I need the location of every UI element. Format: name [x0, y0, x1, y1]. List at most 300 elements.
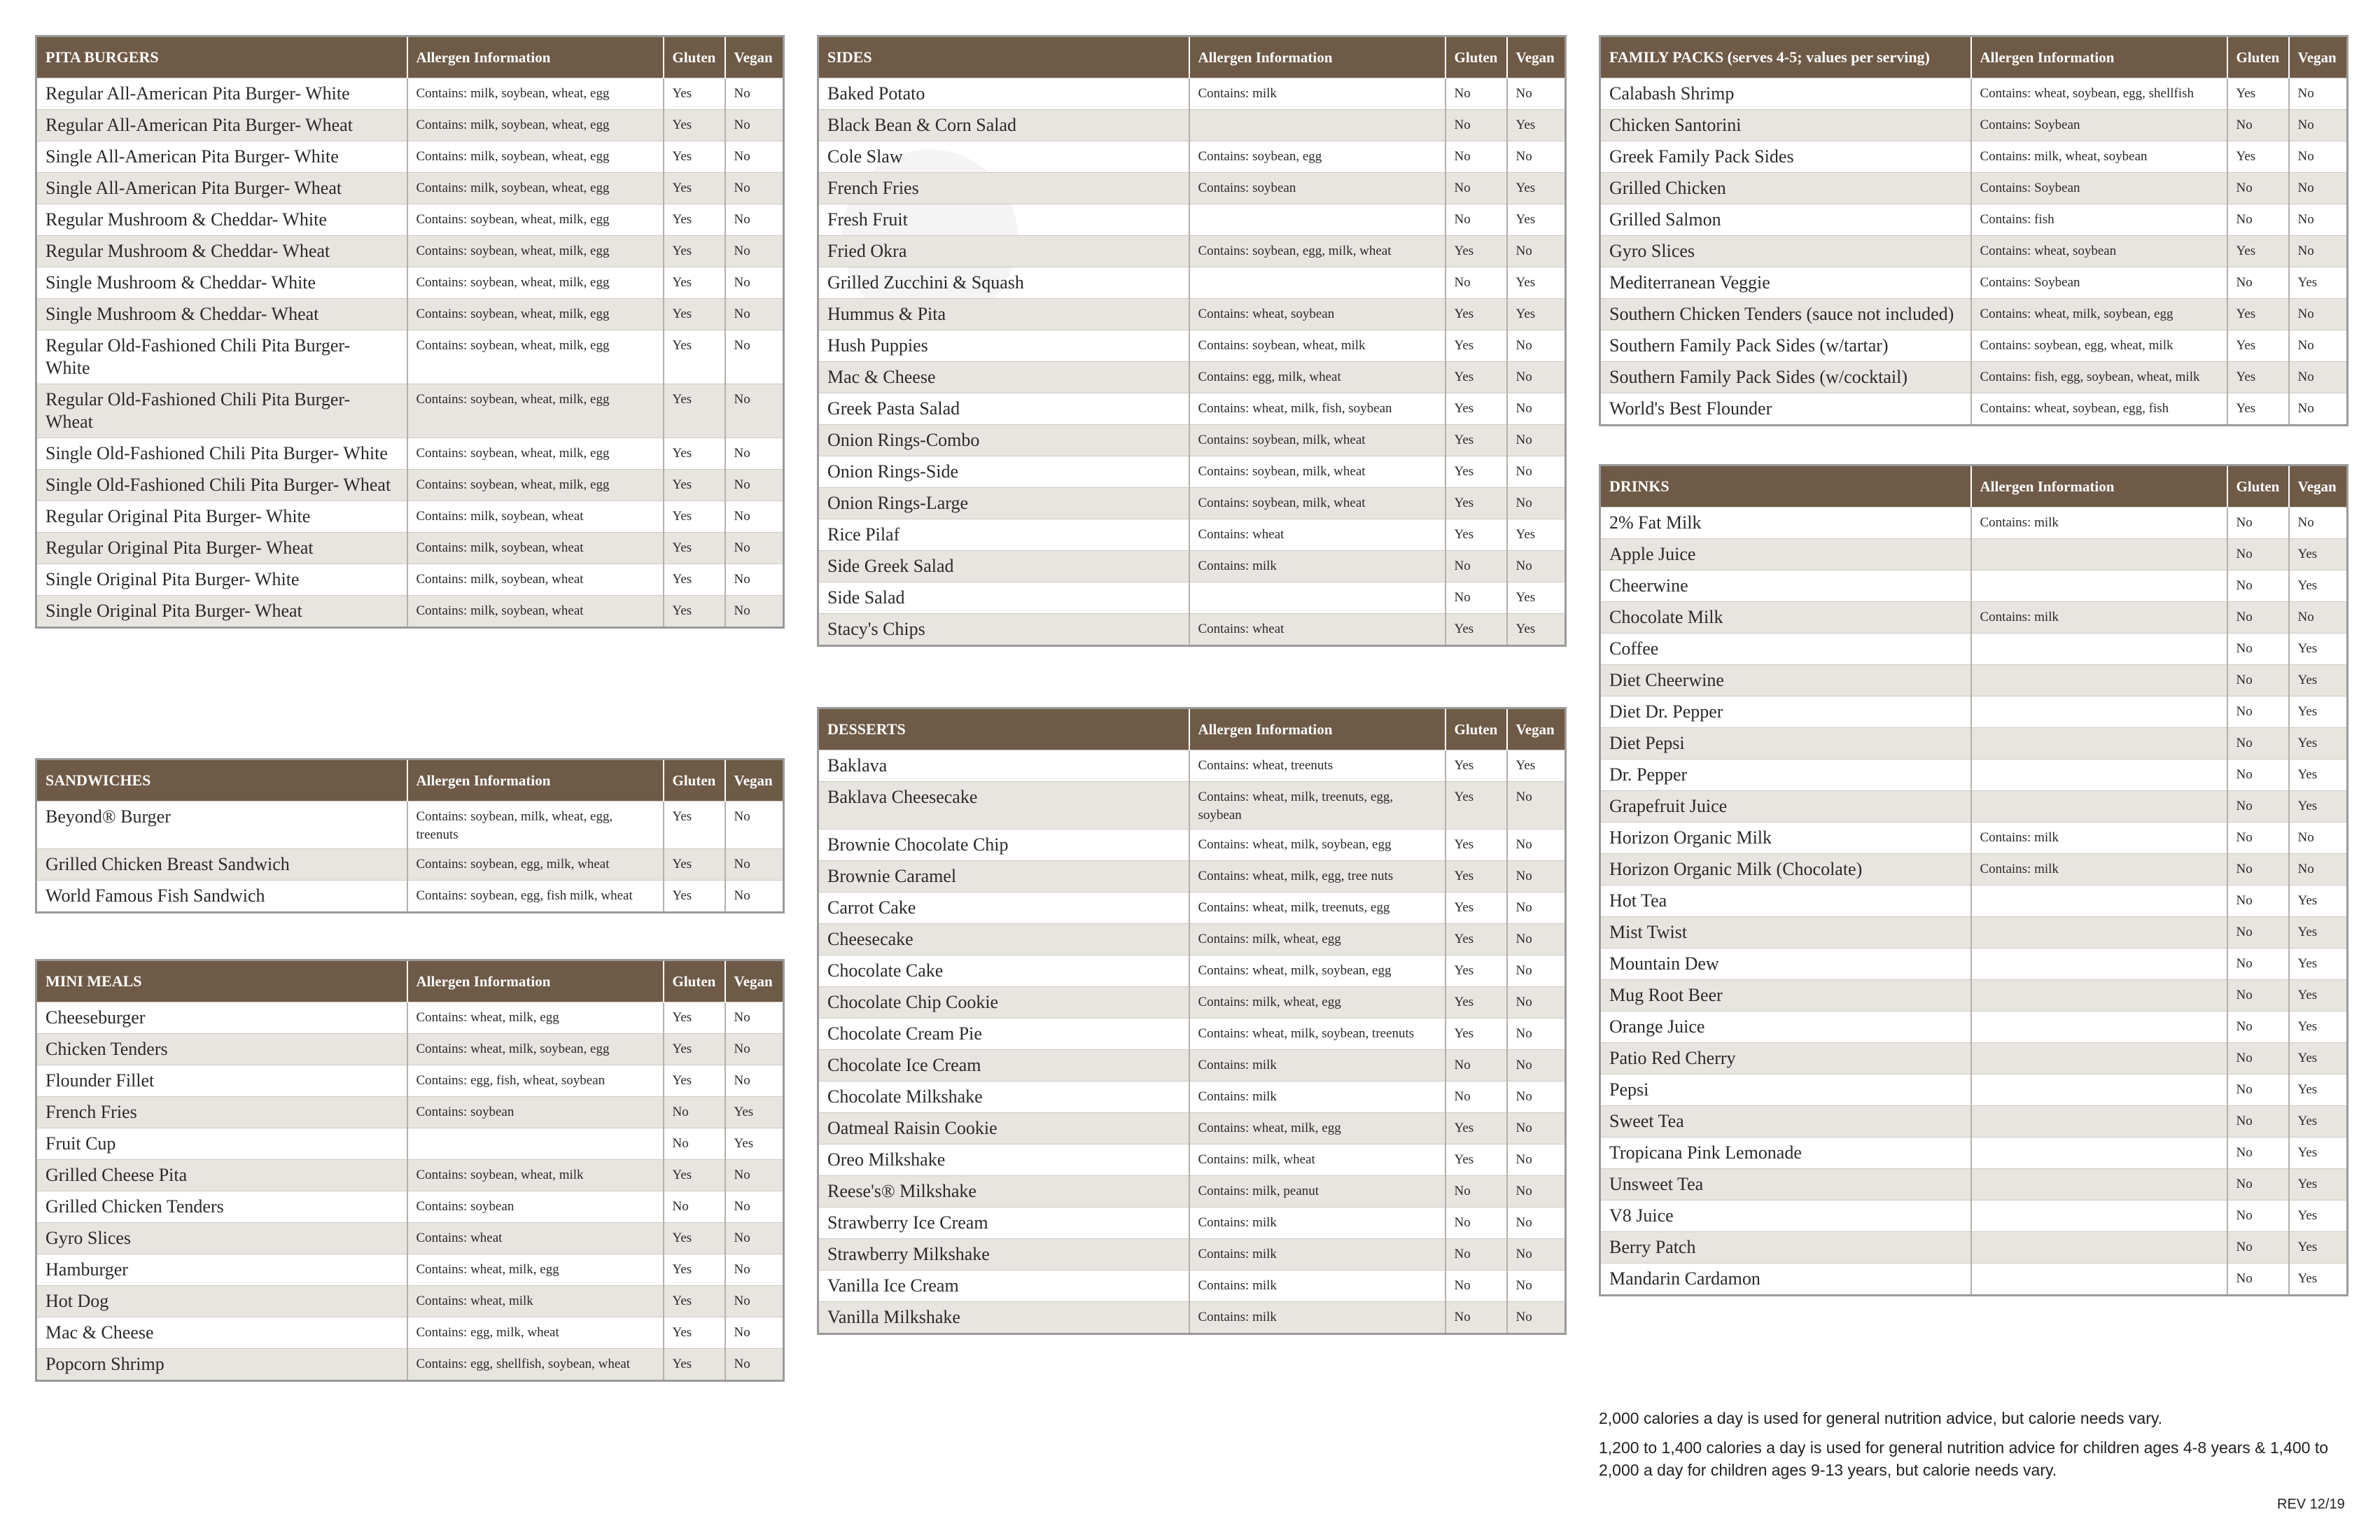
allergen-info — [407, 1128, 664, 1160]
vegan-value: No — [1507, 924, 1566, 955]
gluten-value: Yes — [664, 236, 725, 267]
gluten-value: Yes — [664, 881, 725, 913]
table-row — [36, 596, 784, 628]
gluten-value: Yes — [2227, 330, 2289, 362]
pita-burgers-table — [35, 35, 785, 629]
allergen-info: Contains: milk — [1189, 1270, 1446, 1302]
gluten-value: No — [1446, 204, 1507, 236]
allergen-info: Contains: soybean, wheat, milk — [1189, 330, 1446, 362]
item-name: Dr. Pepper — [1600, 760, 1971, 791]
item-name: Regular Mushroom & Cheddar- White — [36, 204, 407, 236]
allergen-info: Contains: soybean, milk, wheat — [1189, 488, 1446, 519]
allergen-info: Contains: wheat, milk, egg — [1189, 1113, 1446, 1144]
table-row — [36, 1065, 784, 1097]
table-row — [36, 1002, 784, 1034]
table-row — [1600, 602, 2348, 634]
table-row — [818, 750, 1566, 782]
item-name: Cheeseburger — [36, 1002, 407, 1034]
vegan-value: No — [725, 501, 784, 533]
allergen-info: Contains: soybean, milk, wheat, egg, treenuts — [407, 802, 664, 849]
item-name: Flounder Fillet — [36, 1065, 407, 1097]
item-name: Unsweet Tea — [1600, 1169, 1971, 1200]
vegan-value: No — [2289, 602, 2348, 634]
vegan-value: No — [725, 849, 784, 881]
gluten-value: Yes — [1446, 614, 1507, 646]
allergen-info: Contains: wheat, milk, soybean, treenuts — [1189, 1018, 1446, 1050]
item-name: World Famous Fish Sandwich — [36, 881, 407, 913]
gluten-value: No — [1446, 1270, 1507, 1302]
table-row — [36, 384, 784, 438]
item-name: Brownie Caramel — [818, 861, 1189, 892]
allergen-info — [1971, 728, 2227, 760]
gluten-value: Yes — [1446, 924, 1507, 955]
table-row — [818, 236, 1566, 267]
header-row — [36, 960, 784, 1002]
table-row — [36, 564, 784, 596]
vegan-value: Yes — [2289, 696, 2348, 728]
item-name: Single Old-Fashioned Chili Pita Burger- White — [36, 438, 407, 470]
vegan-value: No — [725, 470, 784, 501]
gluten-value: No — [664, 1191, 725, 1223]
allergen-info — [1189, 267, 1446, 299]
table-row — [1600, 236, 2348, 267]
table-row — [36, 330, 784, 384]
item-name: Calabash Shrimp — [1600, 78, 1971, 110]
vegan-value: No — [725, 1191, 784, 1223]
item-name: Regular All-American Pita Burger- Wheat — [36, 110, 407, 141]
vegan-value: No — [2289, 173, 2348, 204]
item-name: Gyro Slices — [1600, 236, 1971, 267]
allergen-info: Contains: wheat, milk, fish, soybean — [1189, 393, 1446, 425]
gluten-value: Yes — [664, 1286, 725, 1317]
header-row — [36, 760, 784, 802]
allergen-info: Contains: milk, soybean, wheat — [407, 596, 664, 628]
item-name: Single Old-Fashioned Chili Pita Burger- Wheat — [36, 470, 407, 501]
gluten-value: Yes — [1446, 987, 1507, 1018]
vegan-value: No — [725, 1286, 784, 1317]
allergen-header: Allergen Information — [1189, 36, 1446, 78]
item-name: Rice Pilaf — [818, 519, 1189, 551]
allergen-info: Contains: soybean, wheat, milk, egg — [407, 438, 664, 470]
table-row — [818, 299, 1566, 330]
item-name: Tropicana Pink Lemonade — [1600, 1138, 1971, 1169]
item-name: Chocolate Milk — [1600, 602, 1971, 634]
vegan-value: No — [1507, 987, 1566, 1018]
vegan-value: No — [725, 78, 784, 110]
vegan-value: No — [1507, 1176, 1566, 1208]
gluten-value: No — [1446, 1302, 1507, 1334]
section-title: FAMILY PACKS (serves 4-5; values per serving) — [1600, 36, 1971, 78]
table-row — [36, 299, 784, 330]
gluten-value: Yes — [2227, 362, 2289, 393]
allergen-info: Contains: wheat, treenuts — [1189, 750, 1446, 782]
table-row — [36, 470, 784, 501]
item-name: Chocolate Chip Cookie — [818, 987, 1189, 1018]
table-row — [36, 1128, 784, 1160]
item-name: Regular Original Pita Burger- White — [36, 501, 407, 533]
item-name: Cole Slaw — [818, 141, 1189, 173]
item-name: Oatmeal Raisin Cookie — [818, 1113, 1189, 1144]
allergen-info — [1971, 886, 2227, 917]
drinks-table — [1599, 464, 2348, 1296]
allergen-info: Contains: wheat — [1189, 519, 1446, 551]
allergen-info — [1971, 570, 2227, 602]
header-row — [818, 708, 1566, 750]
vegan-value: Yes — [2289, 1138, 2348, 1169]
section-title: DRINKS — [1600, 465, 1971, 507]
gluten-value: No — [1446, 267, 1507, 299]
vegan-value: No — [1507, 236, 1566, 267]
item-name: Grilled Salmon — [1600, 204, 1971, 236]
table-row — [818, 987, 1566, 1018]
vegan-value: No — [725, 330, 784, 384]
gluten-header: Gluten — [664, 760, 725, 802]
table-row — [1600, 173, 2348, 204]
allergen-info: Contains: wheat — [407, 1223, 664, 1254]
allergen-info: Contains: milk, wheat, egg — [1189, 987, 1446, 1018]
item-name: Chocolate Cake — [818, 955, 1189, 987]
allergen-info — [1971, 1074, 2227, 1106]
allergen-info: Contains: milk, peanut — [1189, 1176, 1446, 1208]
vegan-value: No — [725, 564, 784, 596]
item-name: Greek Pasta Salad — [818, 393, 1189, 425]
family-packs-table — [1599, 35, 2348, 426]
vegan-value: No — [725, 1002, 784, 1034]
allergen-info: Contains: milk — [1189, 78, 1446, 110]
allergen-info — [1189, 204, 1446, 236]
item-name: Grilled Cheese Pita — [36, 1160, 407, 1191]
allergen-info: Contains: milk, soybean, wheat — [407, 564, 664, 596]
allergen-info — [1971, 980, 2227, 1011]
vegan-value: No — [1507, 141, 1566, 173]
gluten-value: Yes — [664, 1160, 725, 1191]
gluten-value: Yes — [664, 849, 725, 881]
gluten-value: No — [1446, 1239, 1507, 1270]
item-name: Mac & Cheese — [818, 362, 1189, 393]
table-row — [818, 362, 1566, 393]
item-name: 2% Fat Milk — [1600, 507, 1971, 539]
gluten-value: No — [1446, 78, 1507, 110]
vegan-value: No — [2289, 299, 2348, 330]
gluten-value: No — [1446, 141, 1507, 173]
table-row — [818, 519, 1566, 551]
allergen-info: Contains: wheat, milk, treenuts, egg — [1189, 892, 1446, 924]
vegan-value: No — [1507, 1144, 1566, 1176]
section-title: SIDES — [818, 36, 1189, 78]
item-name: Side Greek Salad — [818, 551, 1189, 582]
allergen-info: Contains: soybean — [407, 1097, 664, 1128]
gluten-value: Yes — [664, 267, 725, 299]
allergen-info: Contains: soybean, wheat, milk, egg — [407, 236, 664, 267]
allergen-info: Contains: milk, wheat, soybean — [1971, 141, 2227, 173]
section-title: SANDWICHES — [36, 760, 407, 802]
item-name: Fruit Cup — [36, 1128, 407, 1160]
vegan-value: Yes — [2289, 1200, 2348, 1232]
table-row — [36, 1191, 784, 1223]
allergen-info: Contains: wheat, milk, egg — [407, 1002, 664, 1034]
gluten-value: No — [2227, 886, 2289, 917]
vegan-value: No — [1507, 1270, 1566, 1302]
item-name: Orange Juice — [1600, 1011, 1971, 1043]
allergen-info: Contains: soybean — [1189, 173, 1446, 204]
gluten-value: Yes — [664, 501, 725, 533]
allergen-info — [1971, 1232, 2227, 1264]
allergen-header: Allergen Information — [407, 960, 664, 1002]
table-row — [818, 924, 1566, 955]
allergen-info: Contains: soybean, wheat, milk, egg — [407, 384, 664, 438]
gluten-value: Yes — [1446, 236, 1507, 267]
vegan-header: Vegan — [725, 36, 784, 78]
gluten-value: No — [2227, 1232, 2289, 1264]
vegan-value: No — [1507, 782, 1566, 830]
gluten-value: Yes — [1446, 955, 1507, 987]
item-name: Mandarin Cardamon — [1600, 1264, 1971, 1296]
item-name: Southern Family Pack Sides (w/cocktail) — [1600, 362, 1971, 393]
allergen-info: Contains: soybean, wheat, milk, egg — [407, 267, 664, 299]
gluten-value: Yes — [1446, 425, 1507, 456]
allergen-info: Contains: soybean, wheat, milk, egg — [407, 330, 664, 384]
allergen-info: Contains: wheat, soybean, egg, fish — [1971, 393, 2227, 426]
vegan-value: No — [2289, 854, 2348, 886]
table-row — [818, 782, 1566, 830]
table-row — [1600, 539, 2348, 570]
item-name: Apple Juice — [1600, 539, 1971, 570]
table-row — [818, 582, 1566, 614]
gluten-value: Yes — [1446, 861, 1507, 892]
table-row — [36, 1349, 784, 1381]
item-name: Southern Chicken Tenders (sauce not included) — [1600, 299, 1971, 330]
table-row — [36, 1097, 784, 1128]
gluten-value: No — [1446, 582, 1507, 614]
gluten-value: No — [1446, 1176, 1507, 1208]
table-row — [818, 1082, 1566, 1113]
gluten-value: Yes — [2227, 78, 2289, 110]
gluten-value: Yes — [1446, 393, 1507, 425]
vegan-value: No — [725, 1160, 784, 1191]
gluten-value: No — [1446, 173, 1507, 204]
allergen-info: Contains: wheat, milk, soybean, egg — [407, 1034, 664, 1065]
vegan-value: Yes — [1507, 582, 1566, 614]
item-name: Strawberry Ice Cream — [818, 1208, 1189, 1239]
table-row — [36, 802, 784, 849]
allergen-info: Contains: Soybean — [1971, 173, 2227, 204]
gluten-value: No — [2227, 634, 2289, 665]
gluten-value: No — [1446, 1208, 1507, 1239]
table-row — [818, 393, 1566, 425]
vegan-header: Vegan — [2289, 465, 2348, 507]
vegan-value: Yes — [2289, 948, 2348, 980]
allergen-info: Contains: milk, soybean, wheat, egg — [407, 78, 664, 110]
allergen-info — [1971, 1200, 2227, 1232]
allergen-info: Contains: Soybean — [1971, 267, 2227, 299]
gluten-value: Yes — [664, 1002, 725, 1034]
section-title: DESSERTS — [818, 708, 1189, 750]
table-row — [1600, 1200, 2348, 1232]
gluten-value: Yes — [664, 1065, 725, 1097]
table-row — [818, 861, 1566, 892]
gluten-value: No — [1446, 1050, 1507, 1082]
allergen-info: Contains: wheat, milk, soybean, egg — [1971, 299, 2227, 330]
item-name: Patio Red Cherry — [1600, 1043, 1971, 1074]
gluten-value: No — [2227, 507, 2289, 539]
vegan-value: No — [725, 173, 784, 204]
gluten-value: Yes — [664, 470, 725, 501]
allergen-info: Contains: soybean, wheat, milk, egg — [407, 204, 664, 236]
vegan-value: Yes — [1507, 614, 1566, 646]
item-name: World's Best Flounder — [1600, 393, 1971, 426]
gluten-value: Yes — [1446, 299, 1507, 330]
vegan-value: No — [1507, 1018, 1566, 1050]
allergen-info: Contains: soybean, egg, milk, wheat — [407, 849, 664, 881]
vegan-value: No — [1507, 362, 1566, 393]
gluten-value: No — [2227, 791, 2289, 822]
table-row — [1600, 1106, 2348, 1138]
gluten-header: Gluten — [664, 960, 725, 1002]
gluten-value: Yes — [1446, 488, 1507, 519]
gluten-value: Yes — [664, 1317, 725, 1349]
allergen-info: Contains: wheat, soybean — [1189, 299, 1446, 330]
gluten-value: Yes — [1446, 782, 1507, 830]
allergen-info: Contains: milk, soybean, wheat, egg — [407, 141, 664, 173]
gluten-value: No — [2227, 948, 2289, 980]
item-name: Coffee — [1600, 634, 1971, 665]
table-row — [36, 1034, 784, 1065]
item-name: Diet Dr. Pepper — [1600, 696, 1971, 728]
gluten-value: Yes — [2227, 236, 2289, 267]
table-row — [818, 425, 1566, 456]
table-row — [818, 892, 1566, 924]
gluten-value: No — [2227, 267, 2289, 299]
gluten-header: Gluten — [664, 36, 725, 78]
item-name: Onion Rings-Combo — [818, 425, 1189, 456]
item-name: Stacy's Chips — [818, 614, 1189, 646]
table-row — [818, 614, 1566, 646]
vegan-value: No — [2289, 362, 2348, 393]
vegan-value: No — [1507, 861, 1566, 892]
allergen-info: Contains: wheat, soybean — [1971, 236, 2227, 267]
allergen-info — [1971, 665, 2227, 696]
gluten-header: Gluten — [2227, 36, 2289, 78]
allergen-info: Contains: wheat, milk, egg, tree nuts — [1189, 861, 1446, 892]
gluten-value: No — [664, 1097, 725, 1128]
table-row — [818, 551, 1566, 582]
gluten-value: Yes — [1446, 830, 1507, 861]
table-row — [1600, 507, 2348, 539]
gluten-value: Yes — [2227, 393, 2289, 426]
revision-label: REV 12/19 — [2277, 1497, 2345, 1512]
allergen-info: Contains: milk, soybean, wheat, egg — [407, 173, 664, 204]
allergen-info: Contains: milk — [1189, 1239, 1446, 1270]
mini-meals-table — [35, 959, 785, 1382]
gluten-value: No — [2227, 173, 2289, 204]
item-name: Single Mushroom & Cheddar- Wheat — [36, 299, 407, 330]
item-name: Popcorn Shrimp — [36, 1349, 407, 1381]
allergen-info: Contains: milk — [1189, 551, 1446, 582]
allergen-info: Contains: egg, shellfish, soybean, wheat — [407, 1349, 664, 1381]
gluten-value: Yes — [664, 1349, 725, 1381]
gluten-value: No — [2227, 1169, 2289, 1200]
gluten-value: No — [2227, 570, 2289, 602]
item-name: Fried Okra — [818, 236, 1189, 267]
vegan-value: No — [1507, 892, 1566, 924]
gluten-value: Yes — [664, 438, 725, 470]
allergen-info: Contains: soybean, milk, wheat — [1189, 456, 1446, 488]
item-name: Regular Original Pita Burger- Wheat — [36, 533, 407, 564]
table-row — [1600, 1074, 2348, 1106]
item-name: Vanilla Ice Cream — [818, 1270, 1189, 1302]
allergen-header: Allergen Information — [1971, 465, 2227, 507]
vegan-value: No — [1507, 456, 1566, 488]
gluten-value: Yes — [1446, 456, 1507, 488]
table-row — [1600, 393, 2348, 426]
gluten-value: Yes — [664, 299, 725, 330]
table-row — [1600, 110, 2348, 141]
gluten-value: Yes — [664, 596, 725, 628]
gluten-value: No — [2227, 665, 2289, 696]
table-row — [1600, 886, 2348, 917]
allergen-info: Contains: milk — [1971, 507, 2227, 539]
allergen-info: Contains: milk, soybean, wheat — [407, 533, 664, 564]
gluten-value: Yes — [664, 1034, 725, 1065]
table-row — [818, 830, 1566, 861]
vegan-value: No — [1507, 1050, 1566, 1082]
item-name: Mountain Dew — [1600, 948, 1971, 980]
gluten-value: No — [2227, 822, 2289, 854]
gluten-value: Yes — [2227, 141, 2289, 173]
allergen-info: Contains: milk — [1971, 602, 2227, 634]
table-row — [36, 881, 784, 913]
vegan-header: Vegan — [725, 960, 784, 1002]
allergen-header: Allergen Information — [1189, 708, 1446, 750]
gluten-value: Yes — [664, 141, 725, 173]
vegan-value: No — [725, 1349, 784, 1381]
gluten-value: No — [2227, 917, 2289, 948]
item-name: Horizon Organic Milk — [1600, 822, 1971, 854]
header-row — [1600, 36, 2348, 78]
gluten-value: No — [2227, 1011, 2289, 1043]
vegan-value: No — [725, 204, 784, 236]
vegan-value: Yes — [2289, 1074, 2348, 1106]
gluten-value: No — [2227, 980, 2289, 1011]
vegan-value: Yes — [2289, 1264, 2348, 1296]
vegan-value: No — [1507, 425, 1566, 456]
vegan-value: No — [725, 1317, 784, 1349]
gluten-value: No — [2227, 539, 2289, 570]
table-row — [818, 173, 1566, 204]
section-title: PITA BURGERS — [36, 36, 407, 78]
table-row — [36, 438, 784, 470]
allergen-info: Contains: soybean, egg, milk, wheat — [1189, 236, 1446, 267]
table-row — [1600, 1264, 2348, 1296]
vegan-value: No — [1507, 488, 1566, 519]
item-name: Black Bean & Corn Salad — [818, 110, 1189, 141]
item-name: Side Salad — [818, 582, 1189, 614]
section-title: MINI MEALS — [36, 960, 407, 1002]
item-name: Berry Patch — [1600, 1232, 1971, 1264]
gluten-value: Yes — [1446, 519, 1507, 551]
item-name: French Fries — [818, 173, 1189, 204]
item-name: Hummus & Pita — [818, 299, 1189, 330]
table-row — [1600, 78, 2348, 110]
allergen-info — [1971, 1043, 2227, 1074]
gluten-value: Yes — [664, 110, 725, 141]
gluten-value: Yes — [1446, 330, 1507, 362]
vegan-value: Yes — [1507, 299, 1566, 330]
allergen-info — [1971, 696, 2227, 728]
allergen-info: Contains: milk — [1971, 854, 2227, 886]
vegan-value: Yes — [2289, 570, 2348, 602]
allergen-info — [1971, 1138, 2227, 1169]
